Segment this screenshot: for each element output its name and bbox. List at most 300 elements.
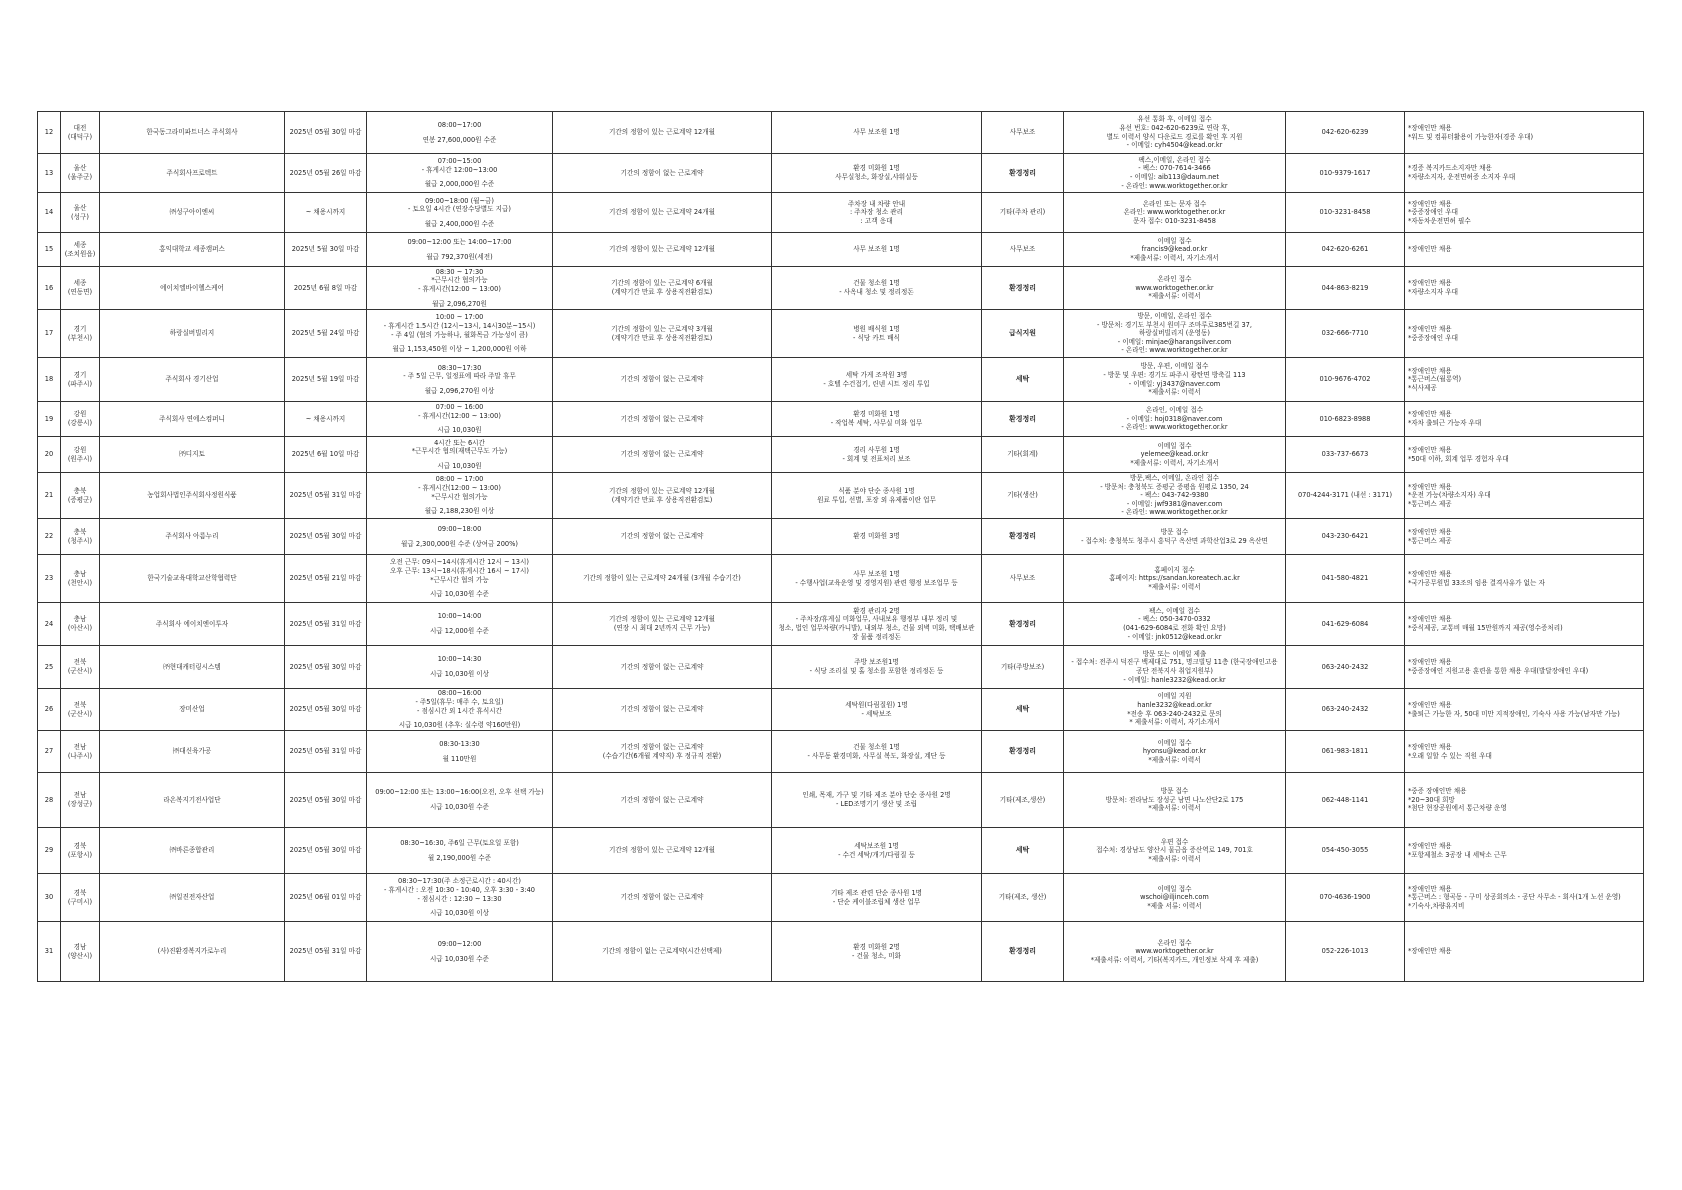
application-method-line: 이메일 접수 xyxy=(1157,441,1192,450)
row-number: 23 xyxy=(44,574,54,583)
work-hours-pay-cell xyxy=(367,310,553,358)
job-duty-line: - 작업복 세탁, 사무실 미화 업무 xyxy=(830,419,923,427)
job-listing-sheet xyxy=(37,111,1643,982)
row-number: 25 xyxy=(44,662,54,671)
company-name-cell xyxy=(100,731,285,773)
work-hours-pay-line: 10:00~14:00 xyxy=(437,612,482,621)
job-duty-cell xyxy=(772,233,982,267)
region-cell-line: (천안시) xyxy=(67,578,93,587)
job-duty-line: - LED조명기기 생산 및 조립 xyxy=(835,800,917,808)
work-hours-pay-line: 월 110만원 xyxy=(442,754,477,763)
work-hours-pay-line: - 휴게시간 : 오전 10:30 - 10:40, 오후 3:30 - 3:40 xyxy=(384,885,535,894)
deadline: 2025년 5월 30일 마감 xyxy=(291,245,360,254)
contact-phone-cell xyxy=(1286,112,1405,154)
region-cell-line: (양산시) xyxy=(67,951,93,960)
company-name: 한국동그라미파트너스 주식회사 xyxy=(146,128,238,137)
deadline-cell xyxy=(285,402,367,437)
region-cell-line: 전북 xyxy=(73,700,87,709)
region-cell-cell xyxy=(61,922,100,982)
notes-cell xyxy=(1405,154,1644,193)
work-hours-pay-line: 4시간 또는 6시간 xyxy=(434,438,485,447)
application-method-line: - 이메일: cyh4504@kead.or.kr xyxy=(1126,141,1223,150)
company-name-cell xyxy=(100,193,285,233)
company-name: 주식회사 에이치엔이투자 xyxy=(155,619,229,628)
job-duty-cell xyxy=(772,773,982,828)
job-duty-cell xyxy=(772,402,982,437)
notes-cell xyxy=(1405,828,1644,874)
region-cell-line: 충남 xyxy=(73,569,87,578)
deadline: 2025년 06월 01일 마감 xyxy=(289,893,362,902)
notes-cell xyxy=(1405,874,1644,922)
work-hours-pay-line: 08:30~17:30 xyxy=(437,363,482,372)
job-category: 환경정리 xyxy=(1008,947,1037,956)
table-row xyxy=(38,358,1644,402)
notes-cell xyxy=(1405,473,1644,519)
job-category-cell xyxy=(982,519,1064,555)
application-method-line: 방문 접수 xyxy=(1160,527,1189,536)
region-cell-cell xyxy=(61,519,100,555)
contact-phone: 061-983-1811 xyxy=(1321,747,1369,756)
company-name-cell xyxy=(100,874,285,922)
row-number: 13 xyxy=(44,168,54,177)
work-hours-pay-line: 월급 2,400,000원 수준 xyxy=(424,219,495,228)
notes-line: *중증 장애인만 채용 xyxy=(1408,787,1467,796)
work-hours-pay-line: 10:00~14:30 xyxy=(437,655,482,664)
contract-type-line: 기간의 정함이 없는 근로계약 xyxy=(620,795,704,804)
work-hours-pay-line: - 휴게시간 1.5시간 (12시~13시, 14시30분~15시) xyxy=(383,321,536,330)
deadline: 2025년 05월 31일 마감 xyxy=(289,947,362,956)
notes-line: *20~30대 희망 xyxy=(1408,795,1455,804)
contract-type-line: (수습기간(6개월 계약직) 후 정규직 전환) xyxy=(602,751,722,760)
table-row xyxy=(38,689,1644,731)
row-number: 24 xyxy=(44,619,54,628)
application-method-cell xyxy=(1064,874,1286,922)
company-name: ㈜일진전자산업 xyxy=(169,893,215,902)
contract-type-cell xyxy=(553,310,772,358)
job-duty-cell xyxy=(772,267,982,310)
region-cell-line: 전북 xyxy=(73,658,87,667)
company-name-cell xyxy=(100,828,285,874)
application-method-line: 이메일 접수 xyxy=(1157,738,1192,747)
job-duty-line: - 세탁보조 xyxy=(861,709,892,718)
application-method-line: (041-629-6084로 전화 확인 요망) xyxy=(1123,624,1226,632)
contract-type-cell xyxy=(553,731,772,773)
row-number: 30 xyxy=(44,893,54,902)
contract-type-line: (연장 시 최대 2년까지 근무 가능) xyxy=(613,624,711,632)
contact-phone: 032-666-7710 xyxy=(1321,329,1369,338)
region-cell-cell xyxy=(61,874,100,922)
application-method-line: 방문처: 전라남도 장성군 남면 나노산단2로 175 xyxy=(1105,795,1244,804)
application-method-cell xyxy=(1064,112,1286,154)
application-method-line: - 이메일: jwf9381@naver.com xyxy=(1126,499,1223,508)
work-hours-pay-line: 09:00~18:00 xyxy=(437,524,482,533)
company-name-cell xyxy=(100,555,285,603)
application-method-line: - 이메일: minjae@harangsilver.com xyxy=(1117,337,1232,346)
job-category: 기타(주차 관리) xyxy=(999,208,1046,217)
table-row xyxy=(38,519,1644,555)
contact-phone-cell xyxy=(1286,731,1405,773)
job-duty-line: 환경 미화원 1명 xyxy=(853,410,900,419)
work-hours-pay-line: 08:30~17:30(주 소정근로시간 : 40시간) xyxy=(398,877,521,886)
contact-phone-cell xyxy=(1286,193,1405,233)
application-method-cell xyxy=(1064,773,1286,828)
application-method-line: - 온라인: www.worktogether.or.kr xyxy=(1121,346,1228,355)
work-hours-pay-line: 시급 10,030원 (추후: 실수령 약160만원) xyxy=(398,721,521,730)
region-cell-cell xyxy=(61,555,100,603)
region-cell-line: 경기 xyxy=(73,370,87,379)
region-cell-line: (나주시) xyxy=(67,751,93,760)
contract-type-cell xyxy=(553,828,772,874)
job-duty-line: 세탁 가게 조작원 3명 xyxy=(845,370,908,379)
table-row xyxy=(38,603,1644,646)
work-hours-pay-line: 09:00~18:00 (월~금) xyxy=(424,196,495,205)
job-category-cell xyxy=(982,310,1064,358)
region-cell-line: (청주시) xyxy=(67,536,93,545)
row-number-cell xyxy=(38,310,61,358)
job-category-cell xyxy=(982,437,1064,473)
deadline-cell xyxy=(285,828,367,874)
company-name: (사)진환경복지가로누리 xyxy=(157,947,227,956)
work-hours-pay-cell xyxy=(367,473,553,519)
company-name: 농업회사법인주식회사정원식품 xyxy=(147,491,237,500)
job-duty-cell xyxy=(772,828,982,874)
job-duty-line: - 단순 케이블조립체 생산 업무 xyxy=(832,897,921,906)
work-hours-pay-line: - 토요일 4시간 (연장수당별도 지급) xyxy=(408,205,511,214)
notes-cell xyxy=(1405,193,1644,233)
job-duty-line: 건물 청소원 1명 xyxy=(853,742,900,751)
notes-cell xyxy=(1405,646,1644,689)
table-row xyxy=(38,193,1644,233)
notes-cell xyxy=(1405,437,1644,473)
contract-type-line: (계약기간 만료 후 상용직전환검토) xyxy=(611,495,713,504)
region-cell-line: 경북 xyxy=(73,888,87,897)
row-number: 26 xyxy=(44,705,54,714)
job-duty-line: 인쇄, 목재, 가구 및 기타 제조 분야 단순 종사원 2명 xyxy=(802,791,951,800)
job-duty-cell xyxy=(772,731,982,773)
contact-phone-cell xyxy=(1286,603,1405,646)
deadline: 2025년 5월 24일 마감 xyxy=(291,329,360,338)
job-duty-cell xyxy=(772,154,982,193)
application-method-line: *제출서류: 이력서 xyxy=(1148,804,1201,813)
notes-line: *자량소지자 우대 xyxy=(1408,288,1458,296)
region-cell-cell xyxy=(61,689,100,731)
work-hours-pay-line: 08:00~16:00 xyxy=(437,689,482,698)
work-hours-pay-line: 시급 10,030원 수준 xyxy=(429,954,490,963)
region-cell-line: (증평군) xyxy=(67,495,93,504)
table-row xyxy=(38,437,1644,473)
application-method-line: www.worktogether.or.kr xyxy=(1135,947,1214,956)
row-number-cell xyxy=(38,731,61,773)
application-method-line: - 이메일: jnk0512@kead.or.kr xyxy=(1127,632,1222,641)
application-method-cell xyxy=(1064,358,1286,402)
job-duty-cell xyxy=(772,437,982,473)
contract-type-cell xyxy=(553,689,772,731)
work-hours-pay-line: - 주 5일 근무, 일정표에 따라 주말 휴무 xyxy=(403,372,516,381)
job-duty-line: 세탁원(다림질원) 1명 xyxy=(845,700,908,709)
job-duty-line: : 주차장 청소 관리 xyxy=(849,208,904,217)
deadline: 2025년 5월 19일 마감 xyxy=(291,375,360,384)
contract-type-line: 기간의 정함이 없는 근로계약 xyxy=(620,532,704,541)
contract-type-cell xyxy=(553,233,772,267)
region-cell-line: 경기 xyxy=(73,324,87,333)
job-duty-line: 기타 제조 관련 단순 종사원 1명 xyxy=(830,888,923,897)
job-duty-cell xyxy=(772,689,982,731)
company-name-cell xyxy=(100,773,285,828)
company-name-cell xyxy=(100,437,285,473)
application-method-line: *전송 후 063-240-2432로 문의 xyxy=(1127,709,1222,718)
job-category: 세탁 xyxy=(1015,846,1030,855)
company-name: ㈜현대캐터링시스템 xyxy=(163,662,221,671)
row-number-cell xyxy=(38,267,61,310)
job-category: 환경정리 xyxy=(1008,414,1037,423)
job-duty-line: 청소, 법인 업무차량(카니발), 내외부 청소, 건물 외벽 미화, 택배보관 xyxy=(778,624,975,632)
notes-line: *통근버스 : 형곡동 - 구미 상공회의소 - 공단 사무소 - 회사(1개 노선 운영) xyxy=(1408,893,1621,902)
contract-type-cell xyxy=(553,922,772,982)
region-cell-line: (군산시) xyxy=(67,709,93,718)
application-method-line: - 이메일: aib113@daum.net xyxy=(1130,173,1219,181)
deadline-cell xyxy=(285,233,367,267)
application-method-line: 우편 접수 xyxy=(1160,837,1189,846)
application-method-cell xyxy=(1064,310,1286,358)
notes-line: *장애인만 채용 xyxy=(1408,884,1452,893)
work-hours-pay-cell xyxy=(367,267,553,310)
application-method-line: 온라인: www.worktogether.or.kr xyxy=(1123,208,1226,217)
application-method-cell xyxy=(1064,555,1286,603)
contract-type-cell xyxy=(553,555,772,603)
work-hours-pay-line: 09:00~12:00 또는 14:00~17:00 xyxy=(407,237,512,246)
work-hours-pay-line: 오후 근무: 13시~18시(휴게시간 16시 ~ 17시) xyxy=(390,566,529,575)
row-number: 21 xyxy=(44,491,54,500)
contact-phone: 063-240-2432 xyxy=(1321,662,1369,671)
application-method-cell xyxy=(1064,267,1286,310)
job-duty-line: 사무 보조원 1명 xyxy=(853,569,900,578)
notes-line: *장애인만 채용 xyxy=(1408,947,1452,956)
job-category-cell xyxy=(982,689,1064,731)
job-duty-line: - 식당 조리실 및 홀 청소를 포함한 정리정돈 등 xyxy=(809,667,944,675)
application-method-cell xyxy=(1064,154,1286,193)
notes-line: *경증 복지카드소지자만 채용 xyxy=(1408,164,1492,173)
contact-phone-cell xyxy=(1286,773,1405,828)
application-method-line: - 방문 및 우편: 경기도 파주시 광탄면 방축길 113 xyxy=(1103,370,1246,379)
row-number: 17 xyxy=(44,329,54,338)
contract-type-line: (계약기간 만료 후 상용직전환검토) xyxy=(611,333,713,342)
region-cell-line: 경남 xyxy=(73,942,87,951)
work-hours-pay-line: 07:00~15:00 xyxy=(437,157,482,166)
region-cell-line: (연동면) xyxy=(67,288,93,296)
work-hours-pay-line: - 점심시간 외 1시간 휴식시간 xyxy=(416,706,503,715)
company-name-cell xyxy=(100,112,285,154)
contact-phone: 010-3231-8458 xyxy=(1319,208,1371,217)
deadline: 2025년 6월 10일 마감 xyxy=(291,450,360,459)
row-number-cell xyxy=(38,874,61,922)
work-hours-pay-line: *근무시간 협의 가능 xyxy=(430,575,489,584)
deadline: 2025년 05월 31일 마감 xyxy=(289,619,362,628)
notes-cell xyxy=(1405,112,1644,154)
row-number: 31 xyxy=(44,947,54,956)
work-hours-pay-line: - 휴게시간(12:00 ~ 13:00) xyxy=(418,483,501,492)
job-duty-cell xyxy=(772,603,982,646)
region-cell-cell xyxy=(61,646,100,689)
contact-phone: 010-9676-4702 xyxy=(1319,375,1371,384)
application-method-line: 유선 통화 후, 이메일 접수 xyxy=(1137,115,1212,124)
application-method-line: 방문 또는 이메일 제출 xyxy=(1142,649,1207,658)
row-number-cell xyxy=(38,112,61,154)
work-hours-pay-line: - 주5일(휴무: 매주 수, 토요일) xyxy=(415,697,504,706)
application-method-line: 홈페이지 접수 xyxy=(1154,565,1195,574)
row-number-cell xyxy=(38,519,61,555)
contact-phone: 010-6823-8988 xyxy=(1319,414,1371,423)
application-method-line: - 온라인: www.worktogether.or.kr xyxy=(1121,181,1228,190)
deadline-cell xyxy=(285,646,367,689)
work-hours-pay-line: 08:00 ~ 17:00 xyxy=(435,475,484,484)
contact-phone-cell xyxy=(1286,874,1405,922)
contact-phone-cell xyxy=(1286,267,1405,310)
application-method-line: 팩스, 이메일 접수 xyxy=(1149,606,1200,615)
notes-cell xyxy=(1405,358,1644,402)
company-name-cell xyxy=(100,310,285,358)
region-cell-line: 세종 xyxy=(73,240,87,249)
company-name-cell xyxy=(100,358,285,402)
contact-phone-cell xyxy=(1286,828,1405,874)
job-category: 환경정리 xyxy=(1008,747,1037,756)
work-hours-pay-line: 08:30 ~ 17:30 xyxy=(435,267,484,276)
work-hours-pay-line: - 휴게시간(12:00 ~ 13:00) xyxy=(418,285,501,293)
contract-type-cell xyxy=(553,193,772,233)
notes-line: *50대 이하, 회계 업무 경험자 우대 xyxy=(1408,454,1509,463)
application-method-line: 방문 접수 xyxy=(1160,787,1189,796)
job-category: 사무보조 xyxy=(1009,574,1036,583)
notes-cell xyxy=(1405,267,1644,310)
job-duty-line: 주차장 내 차량 안내 xyxy=(847,199,906,208)
application-method-line: 접수처: 경상남도 양산시 물금읍 증산역로 149, 701호 xyxy=(1096,846,1253,855)
work-hours-pay-line: 08:30~16:30, 주6일 근무(토요일 포함) xyxy=(400,838,519,847)
job-duty-line: 원료 투입, 선별, 포장 외 유제품이란 업무 xyxy=(817,495,936,504)
work-hours-pay-line: 월급 1,153,450원 이상 ~ 1,200,000원 이하 xyxy=(392,345,527,354)
region-cell-cell xyxy=(61,402,100,437)
region-cell-line: 강원 xyxy=(73,445,87,454)
row-number-cell xyxy=(38,233,61,267)
application-method-line: - 접수처: 충청북도 청주시 흥덕구 옥산면 과학산업3로 29 옥산면 xyxy=(1081,536,1268,545)
work-hours-pay-line: 시급 12,000원 수준 xyxy=(429,627,490,635)
work-hours-pay-line: 시급 10,030원 이상 xyxy=(429,909,490,918)
contract-type-line: 기간의 정함이 없는 근로계약 xyxy=(620,375,704,384)
job-duty-line: 사무 보조원 1명 xyxy=(853,245,900,254)
table-row xyxy=(38,874,1644,922)
job-category: 기타(생산) xyxy=(1007,491,1038,500)
company-name: 하랑실버빌리지 xyxy=(169,329,215,338)
work-hours-pay-cell xyxy=(367,519,553,555)
work-hours-pay-line: - 휴게시간(12:00 ~ 13:00) xyxy=(418,411,501,420)
region-cell-cell xyxy=(61,437,100,473)
deadline: 2025년 05월 30일 마감 xyxy=(289,128,362,137)
region-cell-line: (조치원읍) xyxy=(64,249,96,258)
deadline-cell xyxy=(285,310,367,358)
contract-type-line: 기간의 정함이 있는 근로계약 12개월 xyxy=(609,486,715,495)
region-cell-line: 전남 xyxy=(73,742,87,751)
deadline-cell xyxy=(285,555,367,603)
application-method-line: - 방문처: 경기도 부천시 원미구 조마루로385번길 37, xyxy=(1097,320,1252,329)
work-hours-pay-cell xyxy=(367,773,553,828)
work-hours-pay-line: 시급 10,030원 xyxy=(437,461,482,470)
job-duty-cell xyxy=(772,193,982,233)
notes-line: *첨단 현장공원에서 통근차량 운영 xyxy=(1408,804,1507,813)
job-category-cell xyxy=(982,112,1064,154)
notes-line: *중증장애인 우대 xyxy=(1408,333,1458,342)
job-category: 환경정리 xyxy=(1008,532,1037,541)
contract-type-line: 기간의 정함이 있는 근로계약 12개월 xyxy=(609,245,715,254)
job-category-cell xyxy=(982,828,1064,874)
job-duty-line: - 사무동 환경미화, 사무실 복도, 화장실, 계단 등 xyxy=(807,751,946,760)
contact-phone-cell xyxy=(1286,689,1405,731)
work-hours-pay-cell xyxy=(367,437,553,473)
deadline: 2025년 05월 30일 마감 xyxy=(289,795,362,804)
job-duty-cell xyxy=(772,358,982,402)
row-number-cell xyxy=(38,154,61,193)
job-category: 환경정리 xyxy=(1008,619,1037,628)
job-category-cell xyxy=(982,233,1064,267)
row-number-cell xyxy=(38,193,61,233)
contract-type-line: 기간의 정함이 없는 근로계약 xyxy=(620,742,704,751)
region-cell-line: 전남 xyxy=(73,791,87,800)
contact-phone-cell xyxy=(1286,646,1405,689)
application-method-line: *제출서류: 이력서, 기타(복지카드, 개인정보 삭제 후 제출) xyxy=(1090,955,1259,964)
notes-line: *장애인만 채용 xyxy=(1408,527,1452,536)
row-number: 27 xyxy=(44,747,54,756)
table-row xyxy=(38,473,1644,519)
region-cell-line: 강원 xyxy=(73,410,87,419)
application-method-line: 이메일 접수 xyxy=(1157,236,1192,245)
job-category-cell xyxy=(982,874,1064,922)
application-method-line: - 팩스: 043-742-9380 xyxy=(1140,491,1209,500)
application-method-cell xyxy=(1064,473,1286,519)
job-category: 급식지원 xyxy=(1008,329,1037,338)
application-method-line: 이메일 지원 xyxy=(1157,692,1192,701)
contact-phone: 041-629-6084 xyxy=(1321,619,1369,628)
contact-phone-cell xyxy=(1286,437,1405,473)
job-duty-line: 장 물품 정리정돈 xyxy=(852,632,901,641)
table-row xyxy=(38,310,1644,358)
region-cell-line: (원주시) xyxy=(67,454,93,463)
job-category: 세탁 xyxy=(1015,705,1030,714)
job-duty-cell xyxy=(772,473,982,519)
contact-phone: 070-4636-1900 xyxy=(1319,893,1371,902)
contract-type-cell xyxy=(553,603,772,646)
deadline: ~ 채용시까지 xyxy=(305,414,346,423)
contact-phone-cell xyxy=(1286,473,1405,519)
application-method-line: - 이메일: hanle3232@kead.or.kr xyxy=(1123,675,1226,684)
contract-type-line: 기간의 정함이 있는 근로계약 12개월 xyxy=(609,846,715,855)
application-method-line: 방문,팩스, 이메일, 온라인 접수 xyxy=(1129,474,1219,483)
work-hours-pay-line: - 점심시간 : 12:30 ~ 13:30 xyxy=(417,894,502,903)
deadline: 2025년 05월 30일 마감 xyxy=(289,705,362,714)
application-method-line: 온라인 또는 문자 접수 xyxy=(1142,199,1207,208)
table-row xyxy=(38,773,1644,828)
contact-phone-cell xyxy=(1286,310,1405,358)
region-cell-cell xyxy=(61,358,100,402)
application-method-line: hanle3232@kead.or.kr xyxy=(1137,700,1212,709)
contract-type-cell xyxy=(553,267,772,310)
contract-type-line: (계약기간 만료 후 상용직전환검토) xyxy=(611,288,713,296)
work-hours-pay-cell xyxy=(367,731,553,773)
contract-type-cell xyxy=(553,646,772,689)
job-category-cell xyxy=(982,402,1064,437)
job-category-cell xyxy=(982,358,1064,402)
company-name: ㈜바른종합관리 xyxy=(169,846,215,855)
company-name: 에이치엘바이헬스케어 xyxy=(160,283,224,292)
deadline-cell xyxy=(285,731,367,773)
contact-phone: 044-863-8219 xyxy=(1321,283,1369,292)
application-method-line: www.worktogether.or.kr xyxy=(1135,283,1214,292)
